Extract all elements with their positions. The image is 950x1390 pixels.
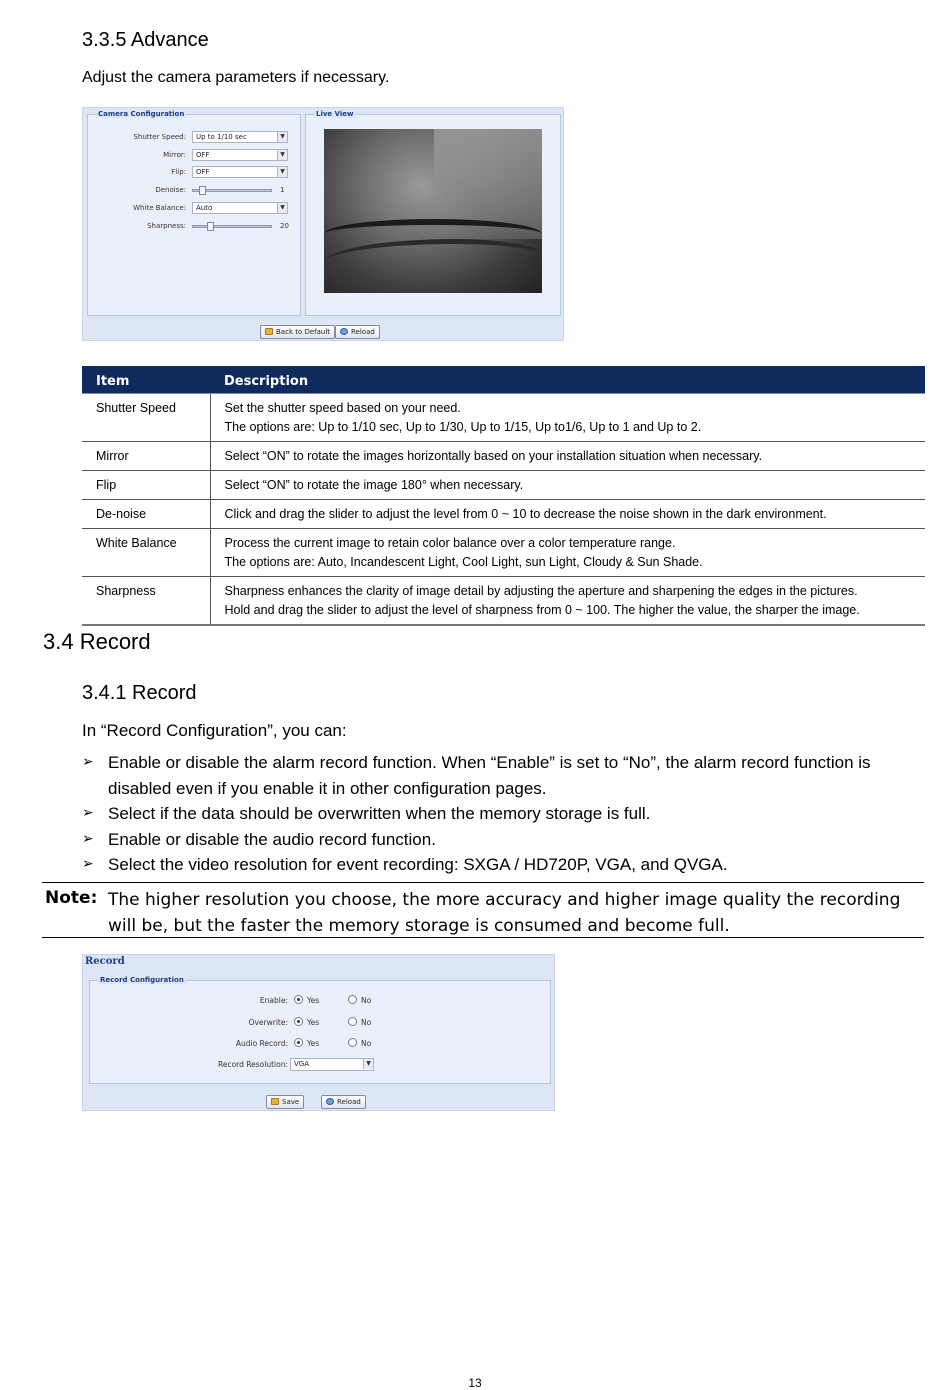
list-item-text: Enable or disable the audio record function.	[108, 829, 436, 849]
enable-label: Enable:	[259, 996, 288, 1005]
sharpness-label: Sharpness:	[147, 222, 186, 230]
camera-config-group	[87, 110, 301, 316]
table-row	[82, 393, 925, 441]
white-balance-value: Auto	[196, 204, 213, 212]
table-cell-description: Select “ON” to rotate the images horizontally based on your installation situation when necessary.	[210, 441, 925, 470]
record-options-list	[82, 750, 882, 878]
camera-config-screenshot	[82, 107, 564, 341]
denoise-slider-thumb[interactable]	[199, 186, 206, 195]
page-number: 13	[468, 1376, 482, 1390]
table-row	[82, 576, 925, 625]
section-heading-advance: 3.3.5 Advance	[82, 29, 209, 51]
sharpness-value: 20	[280, 222, 289, 230]
overwrite-row	[90, 1016, 550, 1030]
save-icon	[271, 1098, 279, 1105]
audio-record-label: Audio Record:	[235, 1039, 288, 1048]
reload-icon	[340, 328, 348, 335]
table-cell-item: Shutter Speed	[82, 393, 210, 441]
mirror-label: Mirror:	[163, 151, 186, 159]
list-item-text: Select the video resolution for event recording: SXGA / HD720P, VGA, and QVGA.	[108, 855, 728, 874]
record-reload-button[interactable]	[321, 1095, 366, 1109]
white-balance-label: White Balance:	[133, 204, 186, 212]
audio-no-label: No	[361, 1039, 372, 1048]
subsection-intro-record: In “Record Configuration”, you can:	[82, 721, 347, 740]
audio-yes-radio[interactable]	[294, 1038, 303, 1047]
note-text: The higher resolution you choose, the more accuracy and higher image quality the recording will be, but the faster the memory storage is consumed and become full.	[108, 890, 901, 936]
table-cell-item: De-noise	[82, 499, 210, 528]
list-item-text: Select if the data should be overwritten when the memory storage is full.	[108, 804, 651, 823]
denoise-row	[88, 184, 298, 197]
folder-icon	[265, 328, 273, 335]
white-balance-row	[88, 202, 298, 215]
table-cell-description: Click and drag the slider to adjust the level from 0 ~ 10 to decrease the noise shown in the dark environment.	[210, 499, 925, 528]
camera-config-title: Camera Configuration	[98, 110, 185, 118]
note-label: Note:	[45, 888, 98, 908]
record-resolution-label: Record Resolution:	[217, 1060, 288, 1069]
mirror-value: OFF	[196, 151, 210, 159]
sharpness-slider[interactable]	[192, 225, 272, 228]
white-balance-select[interactable]	[192, 202, 288, 214]
table-cell-description	[210, 576, 925, 625]
arrow-bullet-icon: ➢	[82, 754, 94, 770]
enable-no-radio[interactable]	[348, 995, 357, 1004]
arrow-bullet-icon: ➢	[82, 856, 94, 872]
save-label: Save	[282, 1098, 300, 1106]
live-view-group	[305, 110, 561, 316]
overwrite-no-radio[interactable]	[348, 1017, 357, 1026]
table-header-row	[82, 366, 925, 393]
description-line: Set the shutter speed based on your need.	[224, 400, 461, 415]
chevron-down-icon[interactable]: ▼	[363, 1059, 373, 1069]
mirror-select[interactable]	[192, 149, 288, 161]
table-cell-description	[210, 393, 925, 441]
description-line: The options are: Up to 1/10 sec, Up to 1/30, Up to 1/15, Up to1/6, Up to 1 and Up to 2.	[224, 419, 702, 434]
table-row	[82, 528, 925, 576]
record-resolution-value: VGA	[294, 1060, 310, 1068]
shutter-speed-value: Up to 1/10 sec	[196, 133, 247, 141]
back-to-default-button[interactable]	[260, 325, 335, 339]
audio-record-row	[90, 1037, 550, 1051]
chevron-down-icon[interactable]: ▼	[277, 150, 287, 160]
sharpness-row	[88, 220, 298, 233]
table-cell-item: White Balance	[82, 528, 210, 576]
sharpness-slider-thumb[interactable]	[207, 222, 214, 231]
arrow-bullet-icon: ➢	[82, 830, 94, 847]
description-line: Hold and drag the slider to adjust the level of sharpness from 0 ~ 100. The higher the value, the sharper the image.	[224, 602, 860, 617]
record-panel-title: Record	[85, 956, 125, 967]
list-item	[82, 750, 882, 801]
shutter-speed-label: Shutter Speed:	[133, 133, 186, 141]
record-reload-label: Reload	[337, 1098, 361, 1106]
arrow-bullet-icon: ➢	[82, 805, 94, 821]
save-button[interactable]	[266, 1095, 304, 1109]
table-cell-description: Select “ON” to rotate the image 180° when necessary.	[210, 470, 925, 499]
flip-value: OFF	[196, 168, 210, 176]
record-config-title: Record Configuration	[100, 976, 184, 984]
note-box	[42, 882, 924, 938]
table-header-item: Item	[82, 366, 210, 393]
table-cell-description	[210, 528, 925, 576]
flip-row	[88, 166, 298, 179]
table-cell-item: Mirror	[82, 441, 210, 470]
record-resolution-row	[90, 1058, 550, 1072]
chevron-down-icon[interactable]: ▼	[277, 167, 287, 177]
list-item	[82, 852, 882, 878]
denoise-label: Denoise:	[155, 186, 186, 194]
subsection-heading-record: 3.4.1 Record	[82, 682, 197, 704]
list-item-text: Enable or disable the alarm record function. When “Enable” is set to “No”, the alarm record function is disabled even if you enable it in other configuration pages.	[108, 753, 871, 798]
table-cell-item: Sharpness	[82, 576, 210, 625]
record-config-group	[89, 976, 551, 1084]
section-heading-record: 3.4 Record	[43, 629, 151, 654]
table-row	[82, 441, 925, 470]
flip-select[interactable]	[192, 166, 288, 178]
parameters-table	[82, 366, 925, 626]
reload-button[interactable]	[335, 325, 380, 339]
description-line: Process the current image to retain color balance over a color temperature range.	[224, 535, 676, 550]
table-cell-item: Flip	[82, 470, 210, 499]
chevron-down-icon[interactable]: ▼	[277, 132, 287, 142]
audio-no-radio[interactable]	[348, 1038, 357, 1047]
list-item	[82, 827, 882, 853]
table-header-description: Description	[210, 366, 925, 393]
overwrite-no-label: No	[361, 1018, 372, 1027]
overwrite-label: Overwrite:	[248, 1018, 288, 1027]
section-intro-advance: Adjust the camera parameters if necessary.	[82, 69, 390, 86]
list-item	[82, 801, 882, 827]
shutter-speed-row	[88, 131, 298, 144]
description-line: The options are: Auto, Incandescent Light, Cool Light, sun Light, Cloudy & Sun Shade.	[224, 554, 703, 569]
flip-label: Flip:	[171, 168, 186, 176]
mirror-row	[88, 149, 298, 162]
enable-yes-radio[interactable]	[294, 995, 303, 1004]
table-row	[82, 470, 925, 499]
enable-yes-label: Yes	[307, 996, 320, 1005]
overwrite-yes-label: Yes	[307, 1018, 320, 1027]
live-view-image	[324, 129, 542, 293]
back-to-default-label: Back to Default	[276, 328, 331, 336]
overwrite-yes-radio[interactable]	[294, 1017, 303, 1026]
denoise-slider[interactable]	[192, 189, 272, 192]
denoise-value: 1	[280, 186, 285, 194]
chevron-down-icon[interactable]: ▼	[277, 203, 287, 213]
enable-no-label: No	[361, 996, 372, 1005]
live-view-title: Live View	[316, 110, 354, 118]
reload-label: Reload	[351, 328, 375, 336]
enable-row	[90, 994, 550, 1008]
record-resolution-select[interactable]	[290, 1058, 374, 1071]
record-config-screenshot	[82, 954, 555, 1111]
description-line: Sharpness enhances the clarity of image detail by adjusting the aperture and sharpening the edges in the pictures.	[224, 583, 858, 598]
table-row	[82, 499, 925, 528]
audio-yes-label: Yes	[307, 1039, 320, 1048]
reload-icon	[326, 1098, 334, 1105]
shutter-speed-select[interactable]	[192, 131, 288, 143]
